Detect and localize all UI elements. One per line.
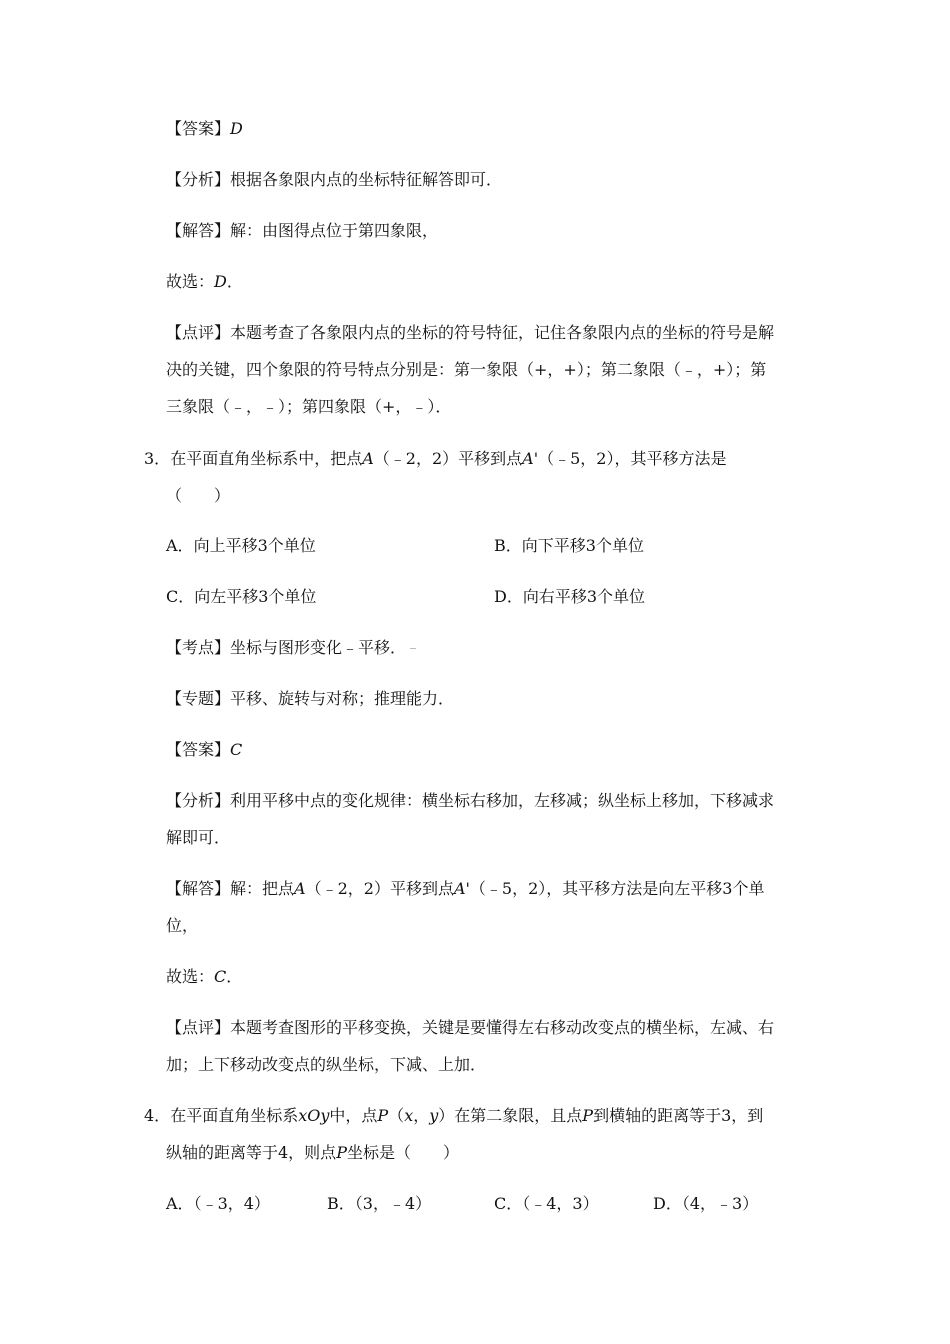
option-label: D．	[653, 1194, 682, 1213]
option-label: A．	[166, 1194, 194, 1213]
solution-text: （﹣2，2）平移到点	[305, 879, 454, 898]
analysis-text: 利用平移中点的变化规律：横坐标右移加，左移减；纵坐标上移加，下移减求	[230, 791, 775, 810]
stem-text: 纵轴的距离等于4，则点	[166, 1143, 337, 1162]
choose-prefix: 故选：	[166, 272, 215, 291]
q3-option-a[interactable]	[166, 535, 316, 557]
stem-text: 在平面直角坐标系中，把点	[170, 449, 363, 468]
option-label: A．	[166, 536, 194, 555]
option-text: 向右平移3个单位	[522, 587, 646, 606]
solution-tag: 【解答】	[166, 221, 231, 240]
variable-x: x	[404, 1106, 414, 1125]
zhuanti-text: 平移、旋转与对称；推理能力．	[230, 689, 455, 708]
option-label: C．	[166, 587, 195, 606]
zhuanti-tag: 【专题】	[166, 689, 231, 708]
answer-tag: 【答案】	[166, 740, 231, 759]
choose-value: C	[214, 967, 227, 986]
solution-text: （﹣5，2），其平移方法是向左平移3个单	[469, 879, 765, 898]
point-label: P	[377, 1106, 389, 1125]
coord-system-label: xOy	[298, 1106, 330, 1125]
answer-tag: 【答案】	[166, 119, 231, 138]
q3-choose	[166, 966, 242, 988]
kaodian-tag: 【考点】	[166, 638, 231, 657]
q3-comment-line-2: 加；上下移动改变点的纵坐标，下减、上加．	[166, 1055, 487, 1074]
solution-text: 解：由图得点位于第四象限，	[230, 221, 439, 240]
q4-stem-line-2	[166, 1142, 459, 1164]
q2-comment-line-1	[166, 322, 774, 344]
q3-comment-line-1	[166, 1017, 774, 1039]
q3-zhuanti	[166, 688, 454, 710]
stem-text: （﹣2，2）平移到点	[373, 449, 523, 468]
kaodian-text: 坐标与图形变化﹣平移．	[230, 638, 407, 657]
q3-kaodian	[166, 637, 416, 659]
option-label: C．	[494, 1194, 523, 1213]
q3-solution-line-1	[166, 878, 764, 900]
stem-text: （﹣5，2），其平移方法是	[538, 449, 727, 468]
variable-y: y	[429, 1106, 439, 1125]
stem-text: ，	[413, 1106, 430, 1125]
scan-mark	[410, 648, 416, 649]
stem-text: （	[388, 1106, 405, 1125]
option-text: 向下平移3个单位	[521, 536, 644, 555]
question-number: 3．	[144, 449, 171, 468]
q4-option-a[interactable]	[166, 1193, 270, 1215]
q3-answer	[166, 739, 242, 761]
option-label: B．	[494, 536, 522, 555]
option-text: （3，﹣4）	[354, 1194, 432, 1213]
point-label: A	[362, 449, 374, 468]
answer-value: D	[230, 119, 243, 138]
comment-tag: 【点评】	[166, 323, 231, 342]
option-text: （4，﹣3）	[681, 1194, 759, 1213]
option-text: 向上平移3个单位	[193, 536, 316, 555]
choose-prefix: 故选：	[166, 967, 215, 986]
question-number: 4．	[144, 1106, 171, 1125]
analysis-text: 根据各象限内点的坐标特征解答即可．	[230, 170, 503, 189]
answer-value: C	[230, 740, 243, 759]
q2-choose	[166, 271, 243, 293]
stem-text: 到横轴的距离等于3，到	[593, 1106, 764, 1125]
stem-text: 在平面直角坐标系	[170, 1106, 299, 1125]
option-text: （﹣4，3）	[522, 1194, 599, 1213]
q4-option-c[interactable]	[494, 1193, 599, 1215]
choose-value: D	[214, 272, 227, 291]
option-label: D．	[494, 587, 523, 606]
stem-text: ）在第二象限，且点	[438, 1106, 583, 1125]
q4-stem-line-1	[144, 1105, 763, 1127]
q2-comment-line-3: 三象限（﹣，﹣）；第四象限（+，﹣）．	[166, 397, 452, 416]
comment-tag: 【点评】	[166, 1018, 231, 1037]
q3-option-d[interactable]	[494, 586, 645, 608]
point-label: P	[336, 1143, 347, 1162]
point-label: P	[582, 1106, 594, 1125]
q2-analysis	[166, 169, 502, 191]
analysis-tag: 【分析】	[166, 791, 231, 810]
stem-text: 中，点	[329, 1106, 378, 1125]
q2-solution	[166, 220, 438, 242]
q3-option-b[interactable]	[494, 535, 644, 557]
q3-analysis-line-1	[166, 790, 774, 812]
choose-suffix: ．	[226, 272, 243, 291]
q2-answer	[166, 118, 243, 140]
choose-suffix: ．	[226, 967, 243, 986]
q3-stem-line-2: （ ）	[166, 486, 231, 505]
q3-solution-line-2: 位，	[166, 916, 199, 935]
solution-tag: 【解答】	[166, 879, 231, 898]
q4-option-d[interactable]	[653, 1193, 758, 1215]
point-label: A'	[522, 449, 539, 468]
q3-option-c[interactable]	[166, 586, 316, 608]
comment-text: 本题考查了各象限内点的坐标的符号特征，记住各象限内点的坐标的符号是解	[230, 323, 775, 342]
stem-text: 坐标是（ ）	[346, 1143, 459, 1162]
q4-option-b[interactable]	[327, 1193, 431, 1215]
q2-comment-line-2: 决的关键，四个象限的符号特点分别是：第一象限（+，+）；第二象限（﹣，+）；第	[166, 360, 767, 379]
point-label: A'	[453, 879, 470, 898]
option-text: （﹣3，4）	[193, 1194, 270, 1213]
analysis-tag: 【分析】	[166, 170, 231, 189]
q3-stem-line-1	[144, 448, 726, 470]
comment-text: 本题考查图形的平移变换，关键是要懂得左右移动改变点的横坐标，左减、右	[230, 1018, 775, 1037]
solution-text: 解：把点	[230, 879, 295, 898]
option-text: 向左平移3个单位	[194, 587, 317, 606]
q3-analysis-line-2: 解即可．	[166, 828, 231, 847]
option-label: B．	[327, 1194, 355, 1213]
point-label: A	[294, 879, 306, 898]
